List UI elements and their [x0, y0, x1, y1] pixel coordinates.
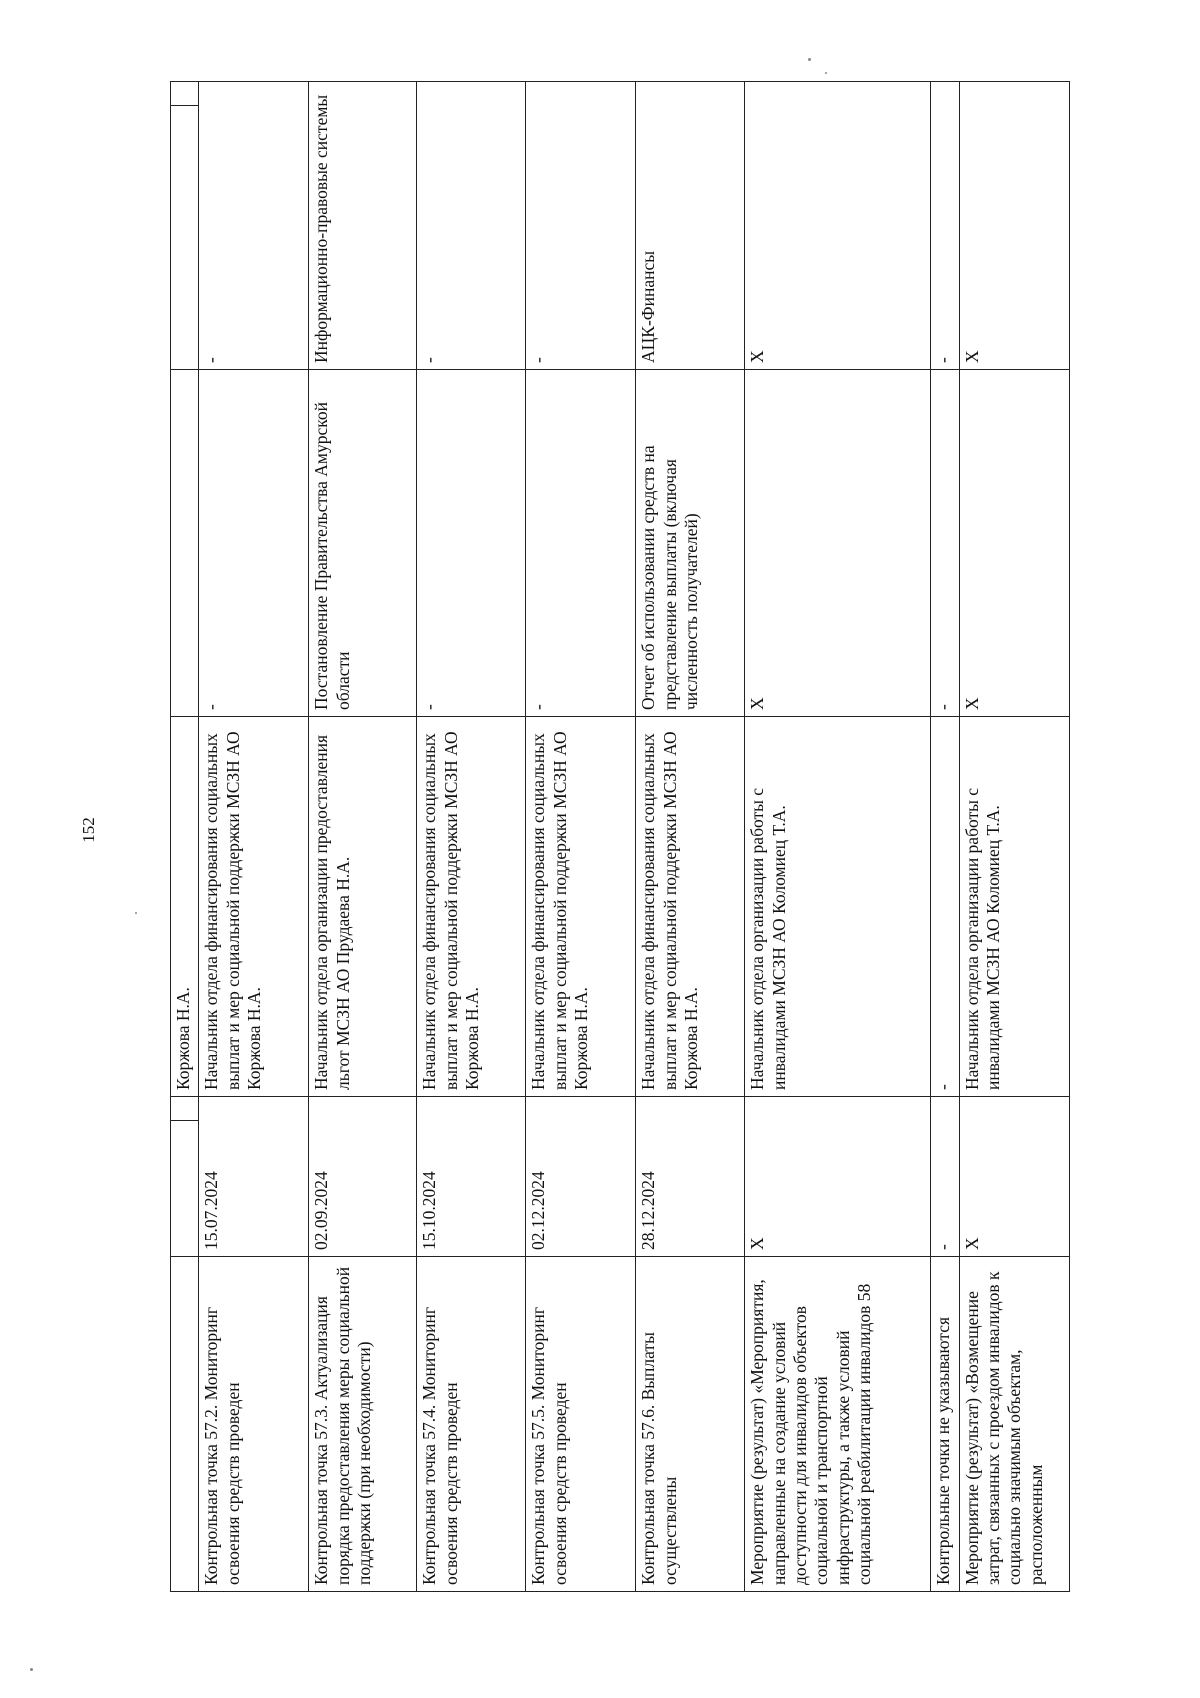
cell-responsible: Начальник отдела финансирования социальных выплат и мер социальной поддержки МСЗН АО Коржова Н.А. [199, 717, 309, 1097]
cell-empty [171, 82, 199, 106]
cell-name: Контрольная точка 57.2. Мониторинг освоения средств проведен [199, 1257, 309, 1592]
table-row [199, 82, 309, 1592]
cell-document: Х [959, 370, 1069, 717]
cell-responsible: - [931, 717, 959, 1097]
table-row [745, 82, 931, 1592]
cell-name: Мероприятие (результат) «Мероприятия, направленные на создание условий доступности для инвалидов объектов социальной и транспортной инфраструктуры, а также условий социальной реабилитации инвалидов 58 [745, 1257, 931, 1592]
cell-responsible: Начальник отдела организации работы с инвалидами МСЗН АО Коломиец Т.А. [745, 717, 931, 1097]
cell-document: Отчет об использовании средств на представление выплаты (включая численность получателей) [636, 370, 745, 717]
cell-date: - [931, 1097, 959, 1257]
cell-date: 15.10.2024 [417, 1097, 526, 1257]
cell-document: - [931, 370, 959, 717]
cell-responsible: Начальник отдела финансирования социальных выплат и мер социальной поддержки МСЗН АО Коржова Н.А. [526, 717, 636, 1097]
cell-system: - [417, 82, 526, 370]
cell-responsible: Начальник отдела организации работы с инвалидами МСЗН АО Коломиец Т.А. [959, 717, 1069, 1097]
cell-system: Х [959, 82, 1069, 370]
cell-name: Контрольная точка 57.5. Мониторинг освоения средств проведен [526, 1257, 636, 1592]
cell-document: - [199, 370, 309, 717]
cell-date: Х [959, 1097, 1069, 1257]
cell-system: Х [745, 82, 931, 370]
cell-empty [171, 106, 199, 370]
cell-document: - [417, 370, 526, 717]
cell-system: Информационно-правовые системы [309, 82, 417, 370]
cell-date: 28.12.2024 [636, 1097, 745, 1257]
table-row [309, 82, 417, 1592]
scan-speck [30, 1668, 33, 1671]
table-row [636, 82, 745, 1592]
cell-system: - [931, 82, 959, 370]
plan-table [170, 81, 1070, 1592]
page-number: 152 [79, 817, 98, 843]
cell-date: 02.12.2024 [526, 1097, 636, 1257]
cell-responsible: Коржова Н.А. [171, 717, 199, 1097]
table-row [931, 82, 959, 1592]
cell-responsible: Начальник отдела организации предоставления льгот МСЗН АО Прудаева Н.А. [309, 717, 417, 1097]
rotated-table-wrapper [170, 12, 1070, 1592]
cell-document: Постановление Правительства Амурской области [309, 370, 417, 717]
cell-date: 15.07.2024 [199, 1097, 309, 1257]
cell-date: 02.09.2024 [309, 1097, 417, 1257]
table-row [526, 82, 636, 1592]
cell-document: Х [745, 370, 931, 717]
cell-system: - [199, 82, 309, 370]
table-row-continuation [171, 82, 199, 1592]
cell-empty [171, 1121, 199, 1257]
table-row [417, 82, 526, 1592]
cell-responsible: Начальник отдела финансирования социальных выплат и мер социальной поддержки МСЗН АО Коржова Н.А. [417, 717, 526, 1097]
cell-name: Мероприятие (результат) «Возмещение затрат, связанных с проездом инвалидов к социально значимым объектам, расположенным [959, 1257, 1069, 1592]
cell-name: Контрольная точка 57.3. Актуализация порядка предоставления меры социальной поддержки (при необходимости) [309, 1257, 417, 1592]
cell-responsible: Начальник отдела финансирования социальных выплат и мер социальной поддержки МСЗН АО Коржова Н.А. [636, 717, 745, 1097]
cell-empty [171, 1257, 199, 1592]
cell-date: Х [745, 1097, 931, 1257]
cell-system: АЦК-Финансы [636, 82, 745, 370]
cell-empty [171, 370, 199, 717]
scan-speck [135, 912, 137, 914]
table-row [959, 82, 1069, 1592]
cell-document: - [526, 370, 636, 717]
cell-name: Контрольная точка 57.4. Мониторинг освоения средств проведен [417, 1257, 526, 1592]
cell-name: Контрольные точки не указываются [931, 1257, 959, 1592]
cell-name: Контрольная точка 57.6. Выплаты осуществлены [636, 1257, 745, 1592]
cell-empty [171, 1097, 199, 1121]
cell-system: - [526, 82, 636, 370]
